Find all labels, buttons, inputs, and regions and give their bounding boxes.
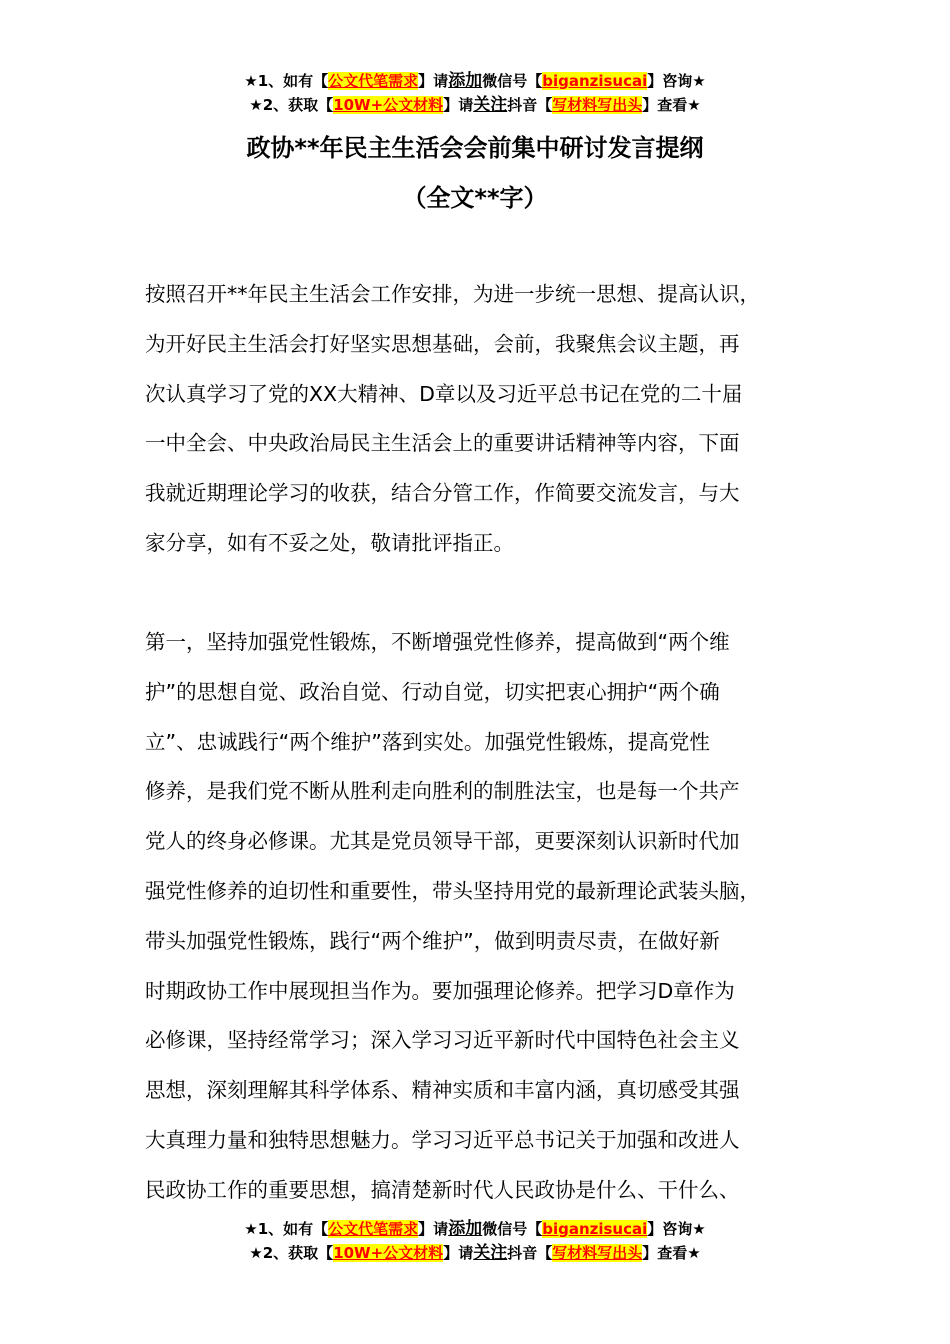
highlight: 公文代笔需求 <box>328 1220 419 1238</box>
text: 】查看★ <box>642 1244 701 1262</box>
paragraph-first <box>145 618 835 1216</box>
underline-text: 关注 <box>473 95 508 115</box>
paragraph-intro <box>145 270 835 569</box>
text: 】请 <box>418 1220 449 1238</box>
text-line: 带头加强党性锻炼，践行“两个维护”，做到明责尽责，在做好新 <box>145 928 720 953</box>
document-subtitle: （全文**字） <box>402 184 548 212</box>
text: 】请 <box>443 1244 474 1262</box>
banner-line-1 <box>0 69 950 93</box>
text: 】请 <box>418 72 449 90</box>
text-line: 我就近期理论学习的收获，结合分管工作，作简要交流发言，与大 <box>145 481 740 506</box>
text-line: 大真理力量和独特思想魅力。学习习近平总书记关于加强和改进人 <box>145 1127 740 1152</box>
text: ★2、获取【 <box>249 96 334 114</box>
highlight: 公文代笔需求 <box>328 72 419 90</box>
text-line: 强党性修养的迫切性和重要性，带头坚持用党的最新理论武装头脑， <box>145 878 760 903</box>
text-line: 按照召开**年民主生活会工作安排，为进一步统一思想、提高认识， <box>145 282 760 306</box>
text-line: 为开好民主生活会打好坚实思想基础，会前，我聚焦会议主题，再 <box>145 331 740 356</box>
text-line: 必修课，坚持经常学习；深入学习习近平新时代中国特色社会主义 <box>145 1028 740 1053</box>
text-line: 家分享，如有不妥之处，敬请批评指正。 <box>145 530 514 555</box>
text: 微信号【 <box>482 1220 543 1238</box>
bottom-banner <box>0 1217 950 1265</box>
text: 】查看★ <box>642 96 701 114</box>
text-line: 护”的思想自觉、政治自觉、行动自觉，切实把衷心拥护“两个确 <box>145 679 720 704</box>
text: 抖音【 <box>507 96 553 114</box>
text-line: 时期政协工作中展现担当作为。要加强理论修养。把学习D章作为 <box>145 978 735 1003</box>
banner-line-2 <box>0 93 950 117</box>
banner-line-1 <box>0 1217 950 1241</box>
highlight: biganzisucai <box>542 1220 648 1238</box>
banner-line-2 <box>0 1241 950 1265</box>
text: 微信号【 <box>482 72 543 90</box>
document-title: 政协**年民主生活会会前集中研讨发言提纲 <box>246 134 704 162</box>
text: ★2、获取【 <box>249 1244 334 1262</box>
underline-text: 添加 <box>448 1219 483 1239</box>
top-banner <box>0 69 950 117</box>
highlight: 10W+公文材料 <box>333 96 444 114</box>
text: ★1、如有【 <box>244 72 329 90</box>
underline-text: 关注 <box>473 1243 508 1263</box>
text: 】咨询★ <box>647 1220 706 1238</box>
text-line: 党人的终身必修课。尤其是党员领导干部，更要深刻认识新时代加 <box>145 829 740 854</box>
underline-text: 添加 <box>448 71 483 91</box>
text-line: 民政协工作的重要思想，搞清楚新时代人民政协是什么、干什么、 <box>145 1177 740 1202</box>
text-line: 第一，坚持加强党性锻炼，不断增强党性修养，提高做到“两个维 <box>145 630 730 654</box>
text-line: 修养，是我们党不断从胜利走向胜利的制胜法宝，也是每一个共产 <box>145 779 740 804</box>
text-line: 一中全会、中央政治局民主生活会上的重要讲话精神等内容，下面 <box>145 431 740 456</box>
text-line: 次认真学习了党的XX大精神、D章以及习近平总书记在党的二十届 <box>145 381 743 406</box>
text: ★1、如有【 <box>244 1220 329 1238</box>
text: 】咨询★ <box>647 72 706 90</box>
text-line: 立”、忠诚践行“两个维护”落到实处。加强党性锻炼，提高党性 <box>145 729 710 754</box>
highlight: 写材料写出头 <box>552 96 643 114</box>
highlight: 写材料写出头 <box>552 1244 643 1262</box>
text: 】请 <box>443 96 474 114</box>
highlight: biganzisucai <box>542 72 648 90</box>
highlight: 10W+公文材料 <box>333 1244 444 1262</box>
text: 抖音【 <box>507 1244 553 1262</box>
text-line: 思想，深刻理解其科学体系、精神实质和丰富内涵，真切感受其强 <box>145 1078 740 1103</box>
